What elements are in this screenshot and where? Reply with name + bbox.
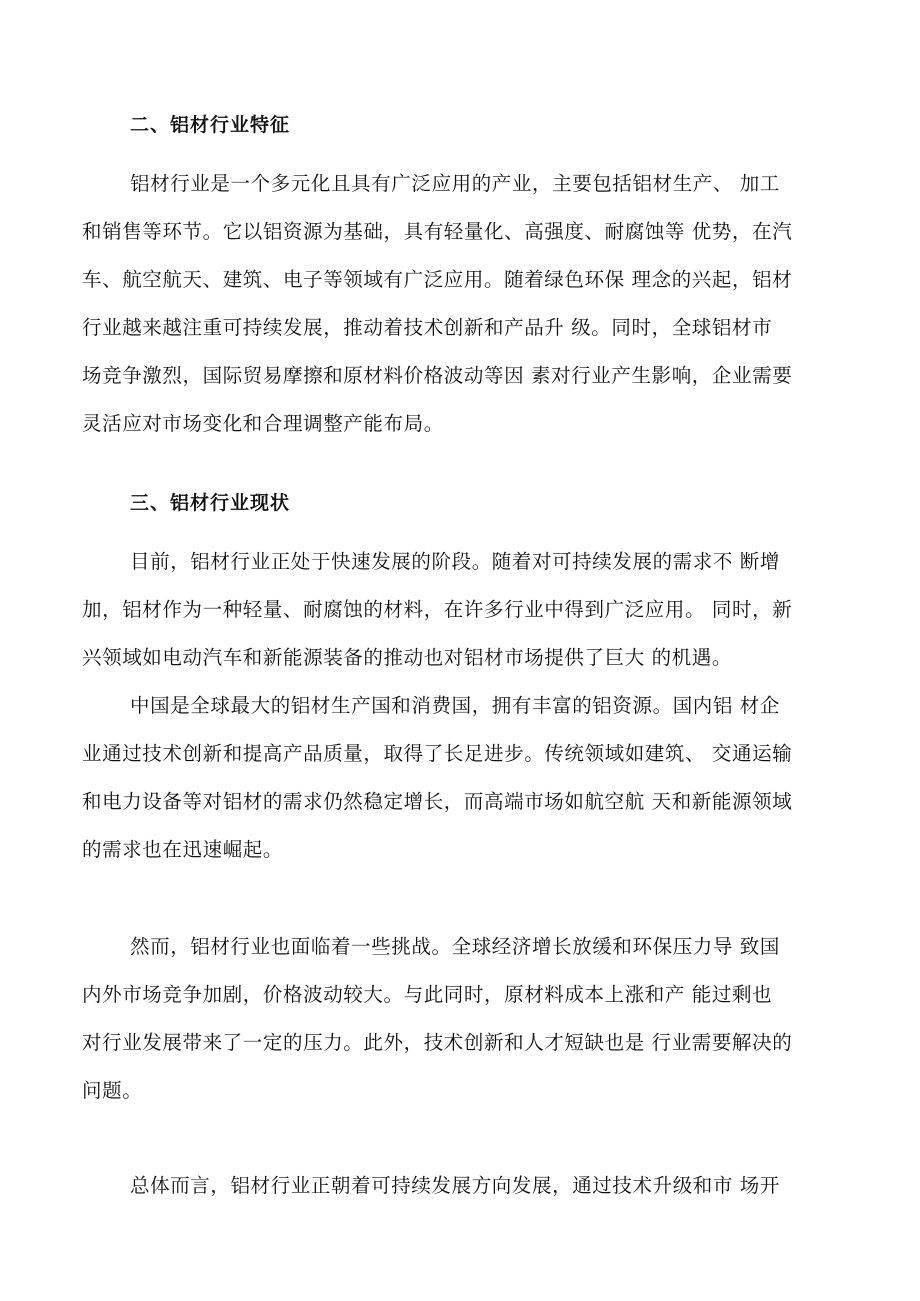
text-line: 车、航空航天、建筑、电子等领域有广泛应用。随着绿色环保 理念的兴起，铝材 bbox=[82, 268, 793, 291]
text-line: 中国是全球最大的铝材生产国和消费国，拥有丰富的铝资源。国内铝 材企 bbox=[130, 694, 780, 717]
text-line: 业通过技术创新和提高产品质量，取得了长足进步。传统领域如建筑、 交通运输 bbox=[82, 742, 793, 765]
text-line: 目前，铝材行业正处于快速发展的阶段。随着对可持续发展的需求不 断增 bbox=[130, 550, 780, 573]
text-line: 内外市场竞争加剧，价格波动较大。与此同时，原材料成本上涨和产 能过剩也 bbox=[82, 983, 773, 1006]
section-heading: 二、铝材行业特征 bbox=[130, 114, 291, 136]
text-line: 总体而言，铝材行业正朝着可持续发展方向发展，通过技术升级和市 场开 bbox=[130, 1174, 780, 1197]
text-line: 铝材行业是一个多元化且具有广泛应用的产业，主要包括铝材生产、 加工 bbox=[130, 172, 780, 195]
text-line: 和电力设备等对铝材的需求仍然稳定增长，而高端市场如航空航 天和新能源领域 bbox=[82, 790, 793, 813]
text-line: 问题。 bbox=[82, 1079, 143, 1102]
section-heading: 三、铝材行业现状 bbox=[130, 492, 291, 514]
text-line: 行业越来越注重可持续发展，推动着技术创新和产品升 级。同时，全球铝材市 bbox=[82, 316, 773, 339]
text-line: 的需求也在迅速崛起。 bbox=[82, 838, 284, 861]
text-line: 场竞争激烈，国际贸易摩擦和原材料价格波动等因 素对行业产生影响，企业需要 bbox=[82, 364, 793, 387]
text-line: 灵活应对市场变化和合理调整产能布局。 bbox=[82, 412, 444, 435]
text-line: 和销售等环节。它以铝资源为基础，具有轻量化、高强度、耐腐蚀等 优势，在汽 bbox=[82, 220, 793, 243]
text-line: 然而，铝材行业也面临着一些挑战。全球经济增长放缓和环保压力导 致国 bbox=[130, 935, 780, 958]
text-line: 加，铝材作为一种轻量、耐腐蚀的材料，在许多行业中得到广泛应用。 同时，新 bbox=[82, 598, 793, 621]
text-line: 对行业发展带来了一定的压力。此外，技术创新和人才短缺也是 行业需要解决的 bbox=[82, 1031, 793, 1054]
text-line: 兴领域如电动汽车和新能源装备的推动也对铝材市场提供了巨大 的机遇。 bbox=[82, 646, 732, 669]
